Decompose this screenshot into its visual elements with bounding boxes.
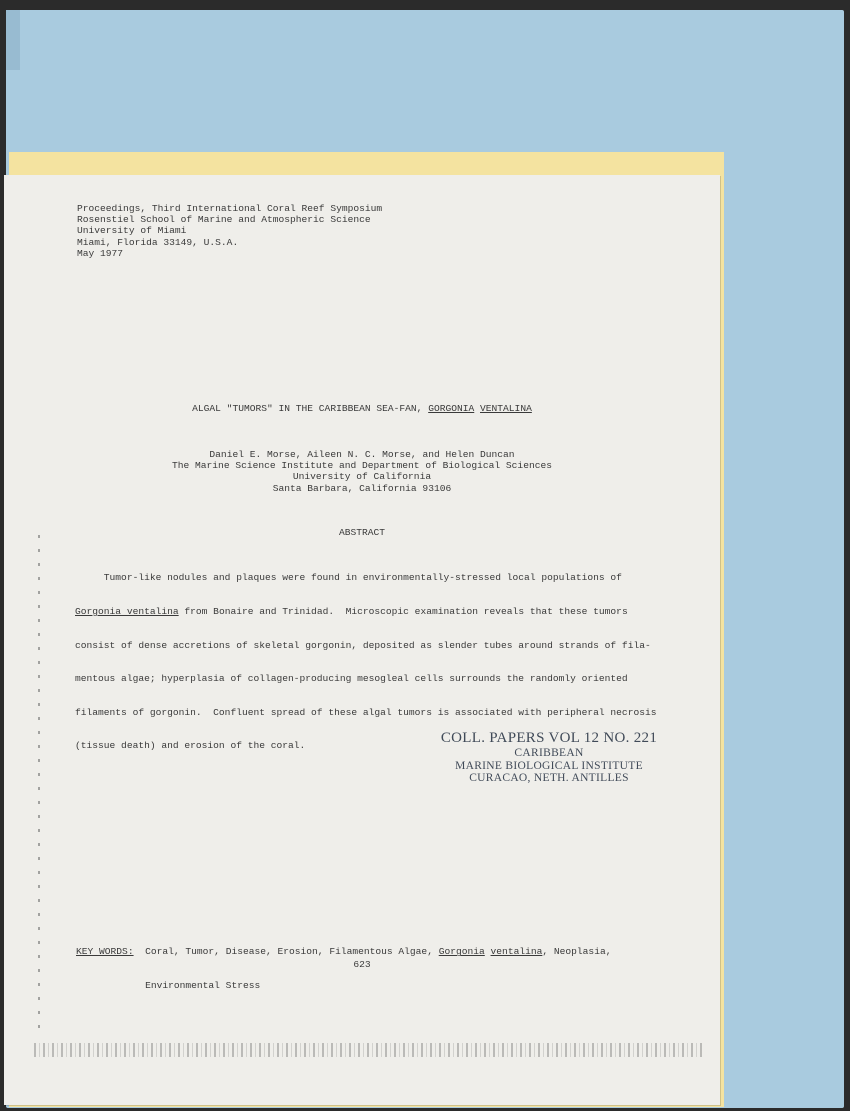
proceedings-header <box>77 203 382 259</box>
paper-title <box>4 403 720 414</box>
author-names: Daniel E. Morse, Aileen N. C. Morse, and Helen Duncan <box>209 449 515 460</box>
header-line: May 1977 <box>77 247 124 259</box>
document-page <box>4 175 720 1105</box>
stamp-line: MARINE BIOLOGICAL INSTITUTE <box>455 759 643 772</box>
keywords-text: , Neoplasia, <box>542 946 612 958</box>
keywords-line <box>76 946 611 957</box>
title-species: VENTALINA <box>480 403 532 414</box>
title-prefix: ALGAL "TUMORS" IN THE CARIBBEAN SEA-FAN, <box>192 403 429 414</box>
author-institute: The Marine Science Institute and Department of Biological Sciences <box>172 460 552 472</box>
abstract-heading: ABSTRACT <box>338 527 386 538</box>
stamp-line: COLL. PAPERS VOL 12 NO. 221 <box>440 730 658 746</box>
author-university: University of California <box>292 471 432 483</box>
page-number: 623 <box>353 959 371 970</box>
keywords-genus: Gorgonia <box>438 946 485 958</box>
folder-corner <box>6 10 20 70</box>
keywords-text: Coral, Tumor, Disease, Erosion, Filamentous Algae, <box>133 946 439 958</box>
library-stamp <box>424 730 674 785</box>
abstract-line: consist of dense accretions of skeletal gorgonin, deposited as slender tubes around strands of fila- <box>75 639 651 651</box>
abstract-species: Gorgonia ventalina <box>75 606 179 618</box>
scan-artifact-left <box>38 535 40 1035</box>
header-line: Rosenstiel School of Marine and Atmospheric Science <box>77 214 371 226</box>
keywords-species: ventalina <box>490 946 543 958</box>
abstract-line: mentous algae; hyperplasia of collagen-producing mesogleal cells surrounds the randomly oriented <box>75 673 628 685</box>
abstract-line <box>75 606 650 617</box>
title-genus: GORGONIA <box>428 403 475 414</box>
header-line: Proceedings, Third International Coral Reef Symposium <box>77 203 383 214</box>
header-line: Miami, Florida 33149, U.S.A. <box>77 236 239 248</box>
abstract-line: (tissue death) and erosion of the coral. <box>75 740 306 752</box>
scan-artifact-bottom <box>34 1043 704 1057</box>
abstract-line: Tumor-like nodules and plaques were found in environmentally-stressed local populations of <box>75 572 622 584</box>
keywords-label: KEY WORDS: <box>76 946 134 958</box>
keywords-line: Environmental Stress <box>76 980 261 992</box>
abstract-line: filaments of gorgonin. Confluent spread of these algal tumors is associated with peripheral necrosis <box>75 706 657 718</box>
author-location: Santa Barbara, California 93106 <box>272 482 452 494</box>
abstract-line-rest: from Bonaire and Trinidad. Microscopic examination reveals that these tumors <box>178 606 628 618</box>
stamp-line: CURACAO, NETH. ANTILLES <box>469 772 629 784</box>
header-line: University of Miami <box>77 225 187 237</box>
author-block <box>4 449 720 494</box>
stamp-line: CARIBBEAN <box>514 747 584 759</box>
